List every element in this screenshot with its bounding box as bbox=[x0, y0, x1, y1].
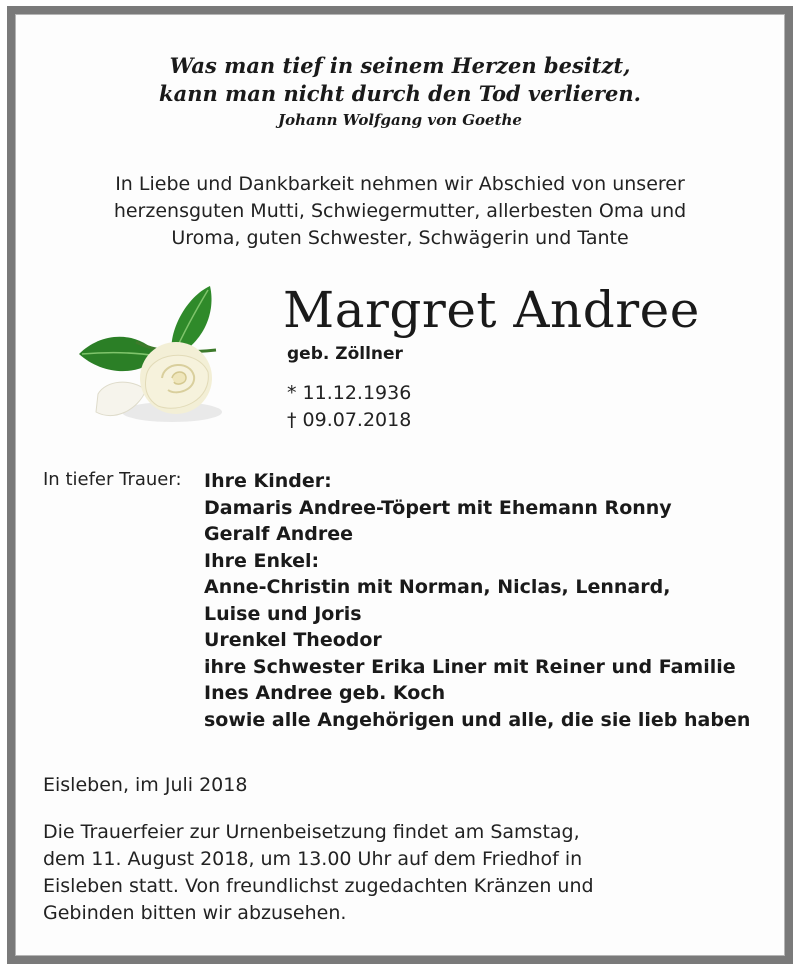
quote-line: kann man nicht durch den Tod verlieren. bbox=[159, 81, 641, 106]
intro-line: herzensguten Mutti, Schwiegermutter, allerbesten Oma und bbox=[113, 200, 687, 222]
birth-date: * 11.12.1936 bbox=[287, 382, 412, 404]
intro-line: In Liebe und Dankbarkeit nehmen wir Abschied von unserer bbox=[115, 173, 685, 195]
white-rose-icon bbox=[76, 282, 236, 432]
funeral-line: Gebinden bitten wir abzusehen. bbox=[43, 902, 347, 924]
funeral-line: Die Trauerfeier zur Urnenbeisetzung findet am Samstag, bbox=[43, 821, 580, 843]
funeral-info bbox=[43, 819, 594, 927]
death-date: † 09.07.2018 bbox=[287, 409, 412, 431]
maiden-name: geb. Zöllner bbox=[287, 344, 403, 364]
place-date: Eisleben, im Juli 2018 bbox=[43, 774, 248, 796]
intro-text bbox=[0, 171, 800, 252]
deceased-name: Margret Andree bbox=[283, 281, 700, 339]
mourner-line: sowie alle Angehörigen und alle, die sie lieb haben bbox=[204, 708, 751, 731]
funeral-line: dem 11. August 2018, um 13.00 Uhr auf dem Friedhof in bbox=[43, 848, 583, 870]
mourner-line: ihre Schwester Erika Liner mit Reiner und Familie bbox=[204, 655, 736, 678]
intro-line: Uroma, guten Schwester, Schwägerin und Tante bbox=[171, 227, 629, 249]
mourners-list bbox=[204, 468, 750, 733]
goethe-quote bbox=[0, 52, 800, 108]
mourner-line: Luise und Joris bbox=[204, 602, 362, 625]
mourner-line: Anne-Christin mit Norman, Niclas, Lennard, bbox=[204, 576, 671, 598]
quote-line: Was man tief in seinem Herzen besitzt, bbox=[169, 53, 631, 78]
mourning-label: In tiefer Trauer: bbox=[43, 469, 182, 490]
quote-author: Johann Wolfgang von Goethe bbox=[278, 111, 522, 129]
mourner-line: Urenkel Theodor bbox=[204, 629, 382, 651]
mourner-line: Damaris Andree-Töpert mit Ehemann Ronny bbox=[204, 496, 672, 519]
mourner-line: Ihre Kinder: bbox=[204, 470, 332, 492]
mourner-line: Ines Andree geb. Koch bbox=[204, 682, 446, 704]
funeral-line: Eisleben statt. Von freundlichst zugedachten Kränzen und bbox=[43, 875, 594, 897]
mourner-line: Ihre Enkel: bbox=[204, 549, 320, 572]
mourner-line: Geralf Andree bbox=[204, 523, 354, 545]
